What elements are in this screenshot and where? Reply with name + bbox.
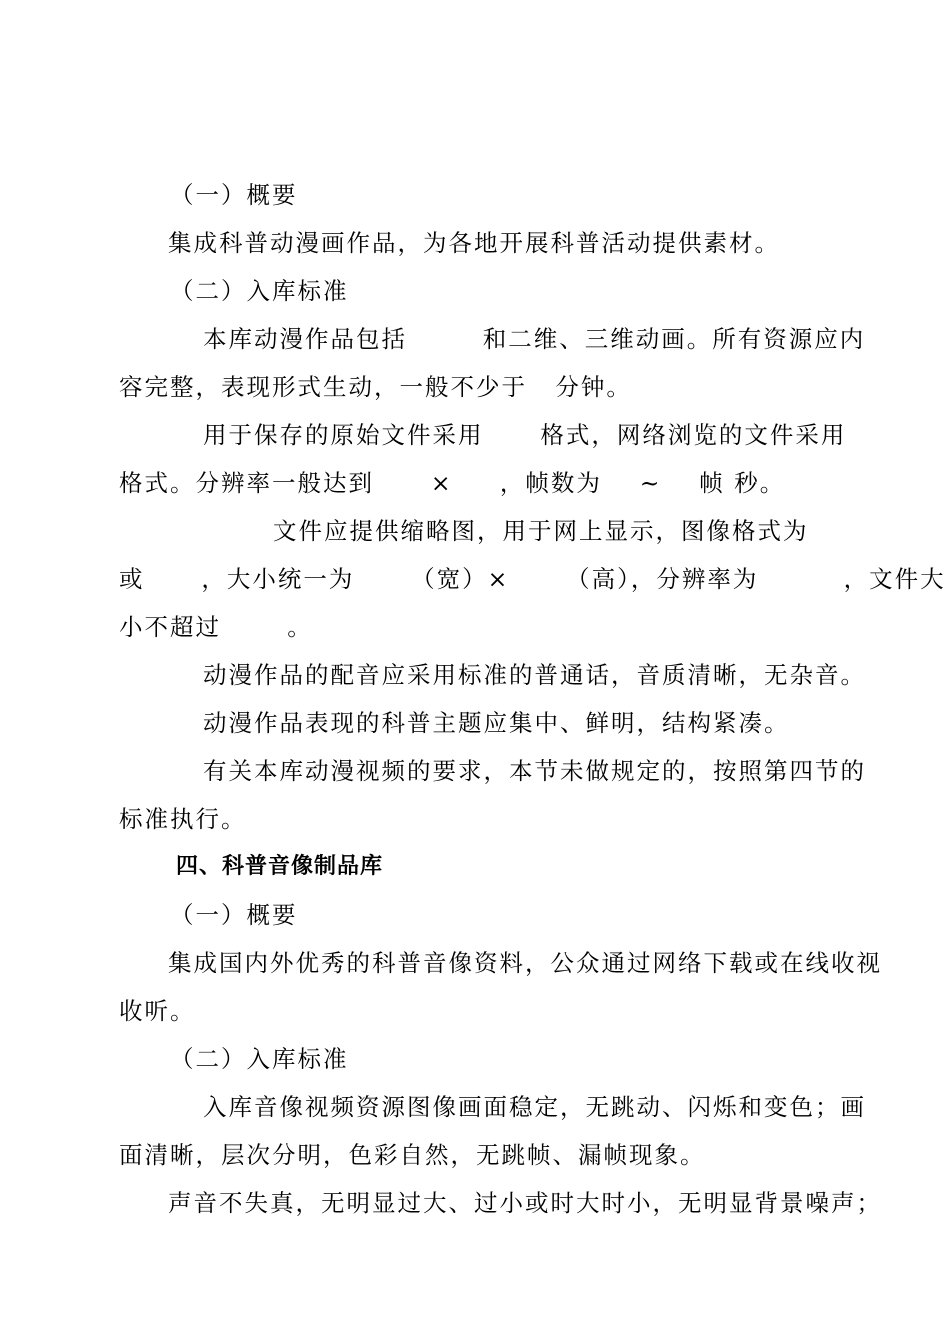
paragraph-line: 用于保存的原始文件采用 格式，网络浏览的文件采用 — [203, 421, 847, 449]
overview-text: 集成科普动漫画作品，为各地开展科普活动提供素材。 — [168, 229, 780, 257]
paragraph-line: 格式。分辨率一般达到 × ，帧数为 ~ 帧 秒。 — [119, 469, 786, 497]
paragraph-line: 文件应提供缩略图，用于网上显示，图像格式为 — [273, 517, 809, 545]
standards-heading: （二）入库标准 — [170, 277, 349, 305]
paragraph-line: 面清晰，层次分明，色彩自然，无跳帧、漏帧现象。 — [119, 1141, 706, 1169]
paragraph-line: 动漫作品表现的科普主题应集中、鲜明，结构紧凑。 — [203, 709, 790, 737]
standards-heading: （二）入库标准 — [170, 1045, 349, 1073]
paragraph-line: 集成国内外优秀的科普音像资料，公众通过网络下载或在线收视 — [168, 949, 882, 977]
section-title: 四、科普音像制品库 — [176, 854, 384, 879]
paragraph-line: 标准执行。 — [119, 805, 247, 833]
paragraph-line: 小不超过 。 — [119, 613, 313, 641]
overview-heading: （一）概要 — [170, 901, 298, 929]
paragraph-line: 本库动漫作品包括 和二维、三维动画。所有资源应内 — [203, 325, 866, 353]
paragraph-line: 声音不失真，无明显过大、过小或时大时小，无明显背景噪声； — [168, 1189, 882, 1217]
paragraph-line: 或 ，大小统一为 （宽）× （高），分辨率为 ，文件大 — [119, 565, 946, 593]
paragraph-line: 容完整，表现形式生动，一般不少于 分钟。 — [119, 373, 632, 401]
paragraph-line: 收听。 — [119, 997, 196, 1025]
paragraph-line: 动漫作品的配音应采用标准的普通话，音质清晰，无杂音。 — [203, 661, 866, 689]
overview-heading: （一）概要 — [170, 181, 298, 209]
paragraph-line: 入库音像视频资源图像画面稳定，无跳动、闪烁和变色；画 — [203, 1093, 866, 1121]
paragraph-line: 有关本库动漫视频的要求，本节未做规定的，按照第四节的 — [203, 757, 866, 785]
